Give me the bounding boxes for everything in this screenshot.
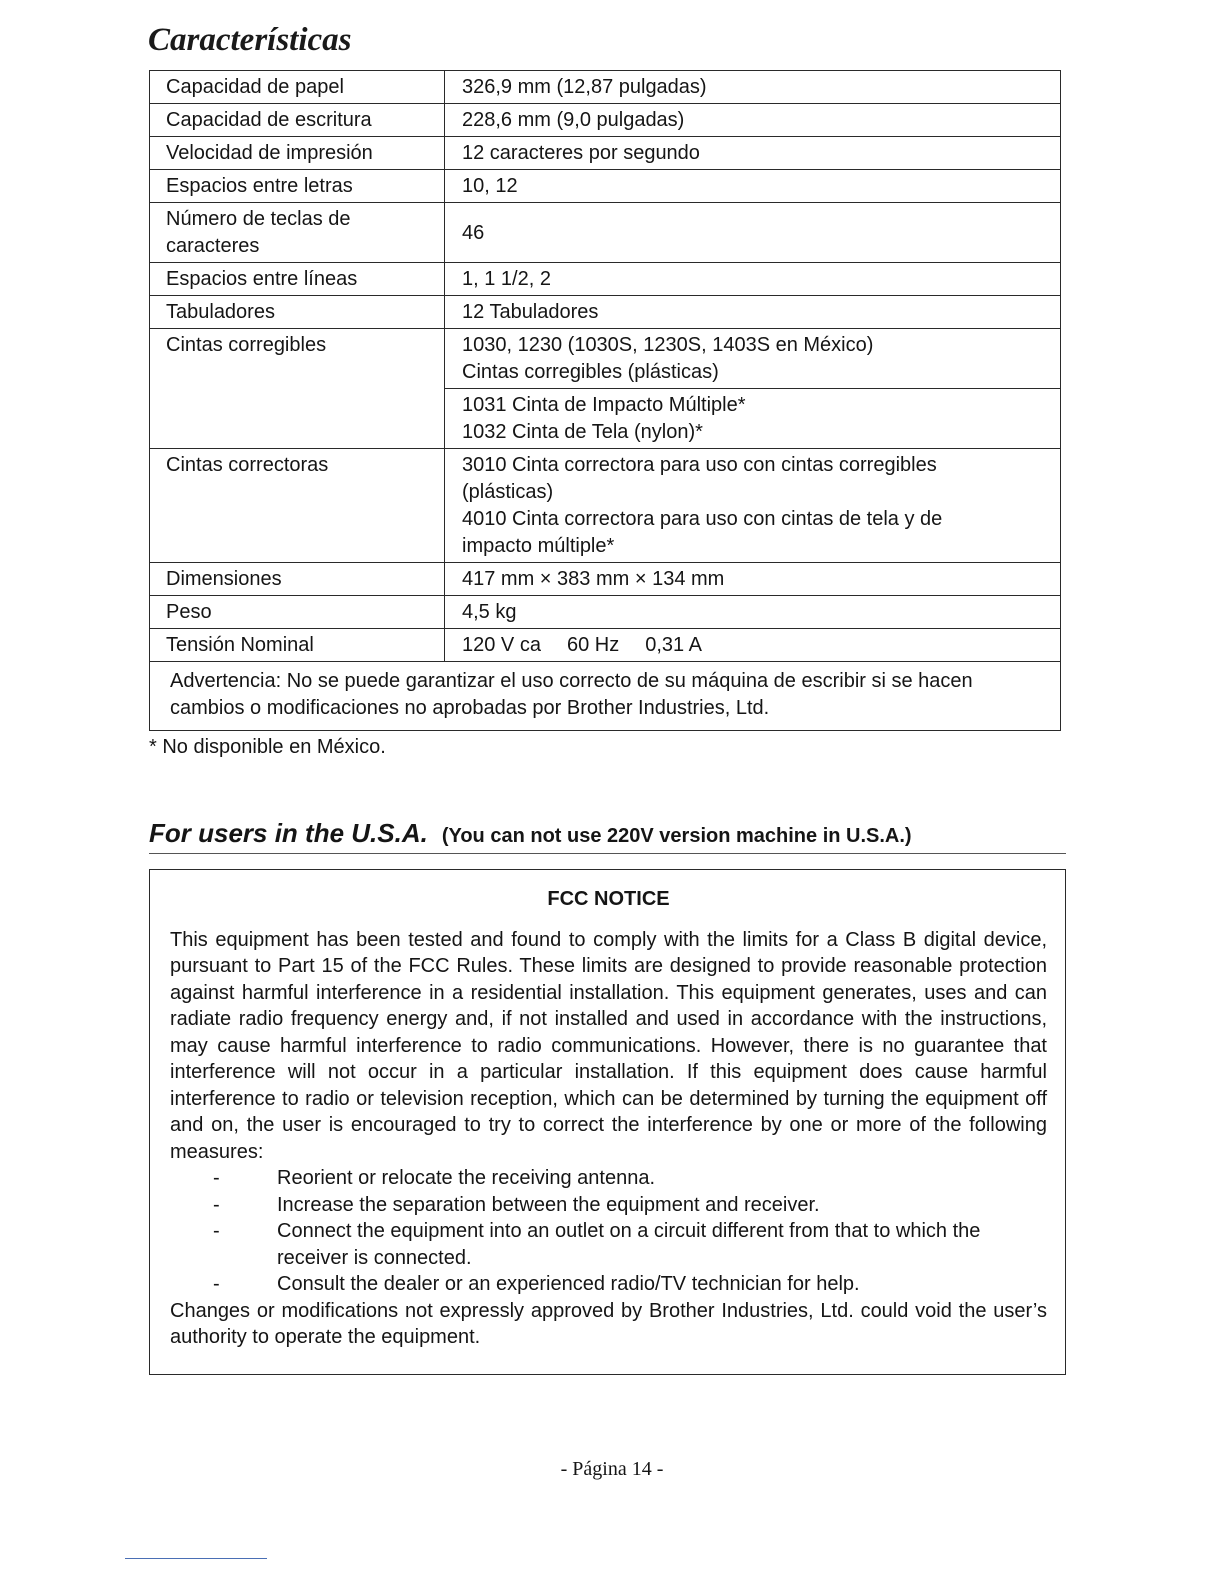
- spec-value: 12 Tabuladores: [445, 296, 1061, 329]
- warning-cell: [150, 662, 1061, 731]
- spec-label: Cintas corregibles: [150, 329, 445, 449]
- voltage-value: 120 V ca: [462, 634, 541, 656]
- spec-value-line: (plásticas): [462, 481, 554, 503]
- fcc-notice-body: This equipment has been tested and found to comply with the limits for a Class B digital device, pursuant to Part 15 of the FCC Rules. These limits are designed to provide reasonable protection against harmful interference in a residential installation. This equipment generates, uses and can radiate radio frequency energy and, if not installed and used in accordance with the instructions, may cause harmful interference to radio communications. However, there is no guarantee that interference will not occur in a particular installation. If this equipment does cause harmful interference to radio or television reception, which can be determined by turning the equipment off and on, the user is encouraged to try to correct the interference by one or more of the following measures:: [170, 928, 1047, 1163]
- spec-label-line: caracteres: [166, 235, 260, 257]
- measure-text: Connect the equipment into an outlet on a circuit different from that to which the receiver is connected.: [277, 1220, 981, 1269]
- spec-label: Peso: [150, 596, 445, 629]
- table-row: [150, 170, 1061, 203]
- page-number: - Página 14 -: [560, 1458, 664, 1480]
- spec-value: 46: [445, 203, 1061, 263]
- list-item: [170, 1218, 1047, 1271]
- spec-value: 4,5 kg: [445, 596, 1061, 629]
- spec-value-line: 3010 Cinta correctora para uso con cintas corregibles: [462, 454, 937, 476]
- current-value: 0,31 A: [645, 634, 702, 656]
- spec-value: 1, 1 1/2, 2: [445, 263, 1061, 296]
- table-row: [150, 104, 1061, 137]
- warning-line: cambios o modificaciones no aprobadas por Brother Industries, Ltd.: [170, 697, 770, 719]
- measure-text: Increase the separation between the equipment and receiver.: [277, 1193, 820, 1216]
- dash-bullet: -: [213, 1220, 220, 1242]
- spec-label: Tensión Nominal: [150, 629, 445, 662]
- spec-value-line: 1032 Cinta de Tela (nylon)*: [462, 421, 703, 443]
- spec-value: 228,6 mm (9,0 pulgadas): [445, 104, 1061, 137]
- dash-bullet: -: [213, 1167, 220, 1189]
- spec-label: Capacidad de papel: [150, 71, 445, 104]
- spec-value: 10, 12: [445, 170, 1061, 203]
- spec-label: Capacidad de escritura: [150, 104, 445, 137]
- spec-value-line: 4010 Cinta correctora para uso con cintas de tela y de: [462, 508, 943, 530]
- table-row: [150, 329, 1061, 389]
- fcc-notice-box: [149, 869, 1066, 1375]
- fcc-notice-title: FCC NOTICE: [547, 888, 670, 910]
- spec-value: 326,9 mm (12,87 pulgadas): [445, 71, 1061, 104]
- list-item: [170, 1271, 1047, 1298]
- spec-label-line: Número de teclas de: [166, 208, 351, 230]
- measure-text: Reorient or relocate the receiving antenna.: [277, 1167, 656, 1189]
- spec-value-line: Cintas corregibles (plásticas): [462, 361, 719, 383]
- spec-value: [445, 629, 1061, 662]
- spec-label: Velocidad de impresión: [150, 137, 445, 170]
- warning-line: Advertencia: No se puede garantizar el uso correcto de su máquina de escribir si se hacen: [170, 670, 973, 692]
- specifications-table: [149, 70, 1061, 731]
- page-title: Características: [148, 22, 352, 58]
- spec-label: Tabuladores: [150, 296, 445, 329]
- usa-heading-sub: (You can not use 220V version machine in U.S.A.): [441, 825, 912, 847]
- list-item: [170, 1192, 1047, 1219]
- usa-heading-main: For users in the U.S.A.: [149, 818, 428, 848]
- spec-value: 12 caracteres por segundo: [445, 137, 1061, 170]
- table-row: [150, 596, 1061, 629]
- frequency-value: 60 Hz: [566, 634, 620, 656]
- spec-value-line: 1031 Cinta de Impacto Múltiple*: [462, 394, 746, 416]
- spec-value-line: 1030, 1230 (1030S, 1230S, 1403S en México): [462, 334, 874, 356]
- table-row: [150, 71, 1061, 104]
- table-row: [150, 662, 1061, 731]
- spec-value: [445, 329, 1061, 389]
- table-row: [150, 563, 1061, 596]
- spec-label: Cintas correctoras: [150, 449, 445, 563]
- fcc-measures-list: [170, 1165, 1047, 1298]
- bottom-divider: [125, 1558, 267, 1559]
- usa-section-heading: [149, 818, 1066, 854]
- table-row: [150, 203, 1061, 263]
- spec-value: [445, 389, 1061, 449]
- spec-label: [150, 203, 445, 263]
- dash-bullet: -: [213, 1193, 220, 1216]
- fcc-notice-closing: Changes or modifications not expressly approved by Brother Industries, Ltd. could void the user’s authority to operate the equipment.: [170, 1299, 1047, 1348]
- spec-value: [445, 449, 1061, 563]
- spec-label: Dimensiones: [150, 563, 445, 596]
- dash-bullet: -: [213, 1273, 220, 1295]
- spec-label: Espacios entre letras: [150, 170, 445, 203]
- table-row: [150, 449, 1061, 563]
- table-row: [150, 629, 1061, 662]
- footnote: * No disponible en México.: [149, 736, 386, 758]
- table-row: [150, 296, 1061, 329]
- table-row: [150, 263, 1061, 296]
- table-row: [150, 137, 1061, 170]
- spec-label: Espacios entre líneas: [150, 263, 445, 296]
- spec-value: 417 mm × 383 mm × 134 mm: [445, 563, 1061, 596]
- list-item: [170, 1165, 1047, 1192]
- measure-text: Consult the dealer or an experienced radio/TV technician for help.: [277, 1273, 860, 1295]
- spec-value-line: impacto múltiple*: [462, 535, 615, 557]
